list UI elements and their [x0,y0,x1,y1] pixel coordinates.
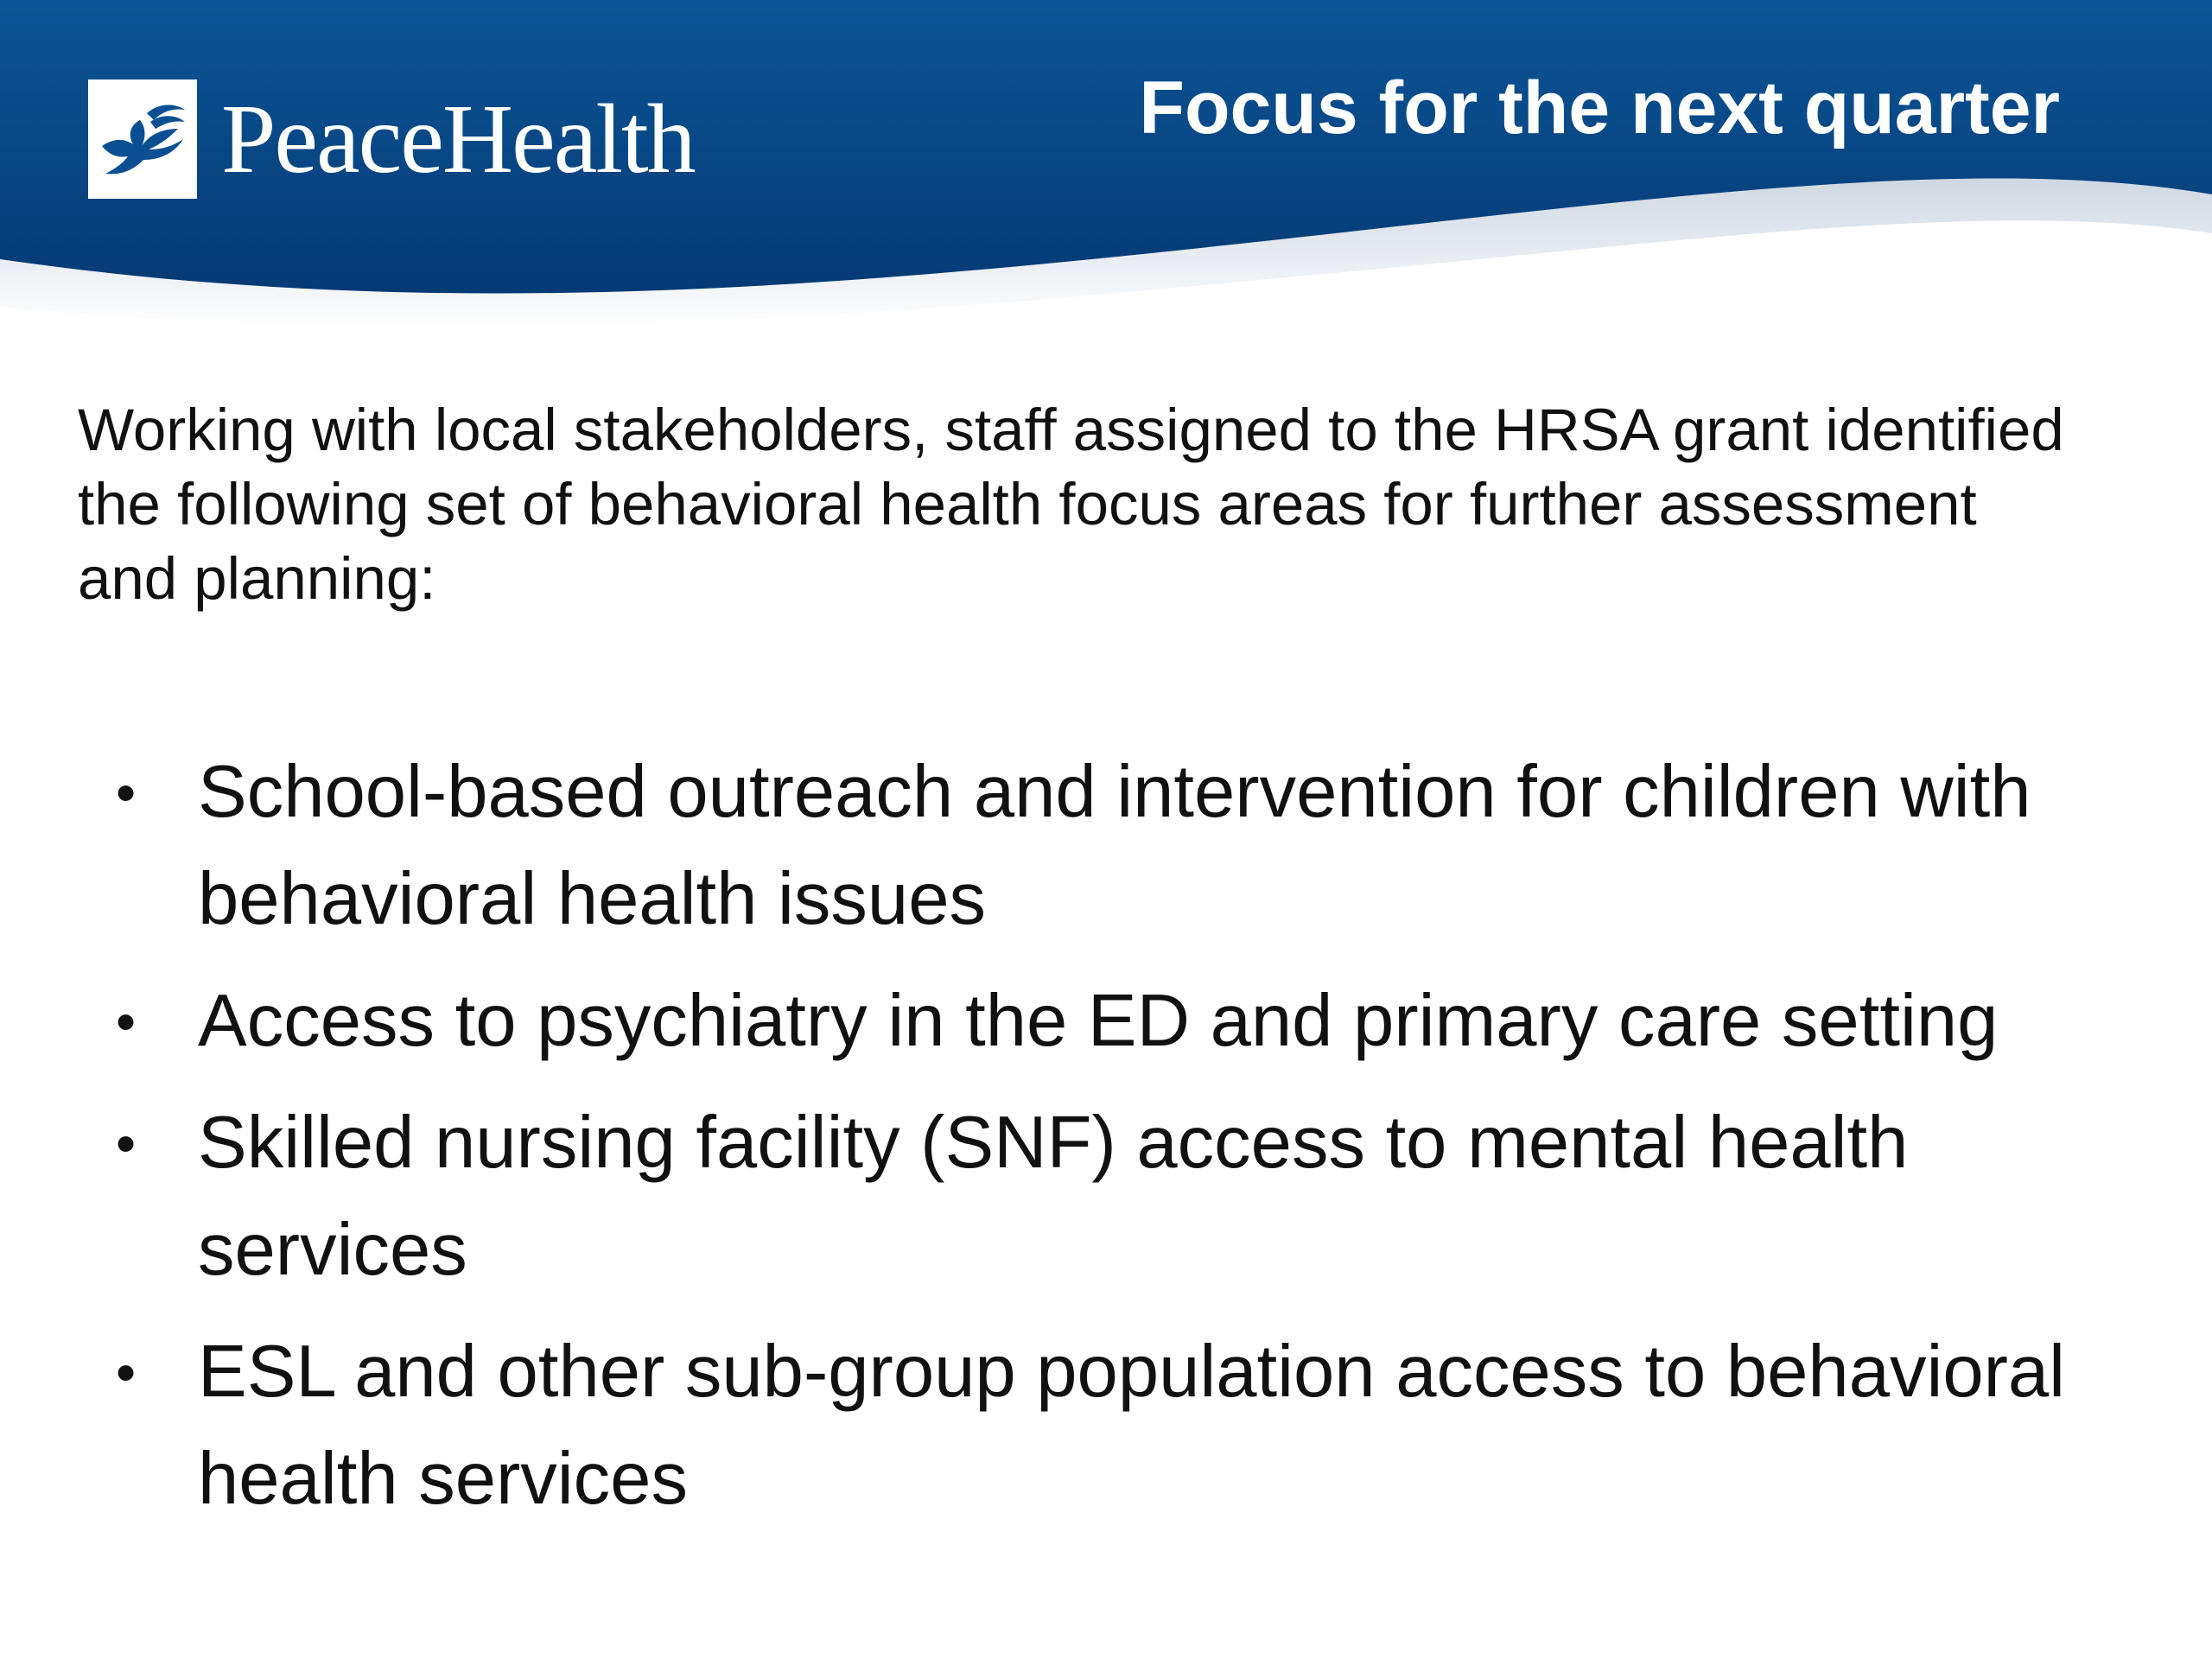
list-item [0,739,2125,953]
focus-areas-list [0,739,2212,1548]
list-item [0,1090,2125,1304]
dove-icon [88,79,197,199]
bullet-icon: • [116,760,137,824]
intro-paragraph: Working with local stakeholders, staff assigned to the HRSA grant identified the following set of behavioral health focus areas for further assessment and planning: [78,397,2064,612]
list-item [0,1319,2125,1533]
slide-title: Focus for the next quarter [1139,67,2060,149]
logo-wordmark: PeaceHealth [221,84,695,194]
bullet-icon: • [116,1111,137,1175]
list-item-text: School-based outreach and intervention for children with behavioral health issues [198,751,2031,940]
list-item-text: ESL and other sub-group population access to behavioral health services [198,1331,2066,1520]
bullet-icon: • [116,989,137,1053]
list-item-text: Skilled nursing facility (SNF) access to mental health services [198,1102,1909,1291]
peacehealth-logo [88,79,695,199]
bullet-icon: • [116,1340,137,1404]
list-item-text: Access to psychiatry in the ED and primary care setting [198,980,1999,1062]
list-item [0,968,2125,1075]
